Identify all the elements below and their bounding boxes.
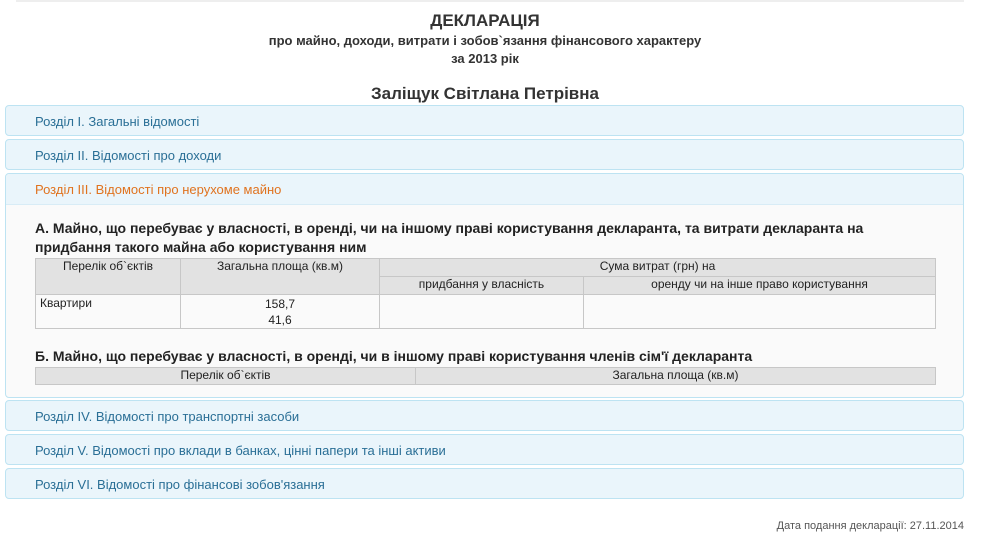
table-header-row (36, 368, 936, 385)
section-3-title[interactable]: Розділ III. Відомості про нерухоме майно (35, 182, 282, 197)
cell-area (181, 295, 380, 329)
part-a-table (35, 258, 936, 329)
area-value-1: 158,7 (264, 297, 296, 311)
cell-purchase (380, 295, 584, 329)
cell-object: Квартири (36, 295, 181, 329)
header-costs: Сума витрат (грн) на (380, 259, 936, 277)
section-3-panel (5, 173, 964, 398)
area-value-2: 41,6 (268, 313, 292, 327)
part-a-title: А. Майно, що перебуває у власності, в оренді, чи на іншому праві користування декларанта, та витрати декларанта на придбання такого майна або користування ним (35, 220, 864, 255)
top-divider (16, 0, 964, 2)
cell-rent (584, 295, 936, 329)
declaration-title: ДЕКЛАРАЦІЯ (430, 11, 540, 30)
header-area: Загальна площа (кв.м) (181, 259, 380, 295)
table-header-row (36, 259, 936, 277)
header-objects: Перелік об`єктів (36, 368, 416, 385)
section-2-panel[interactable] (5, 139, 964, 170)
header-area: Загальна площа (кв.м) (416, 368, 936, 385)
header-rent: оренду чи на інше право користування (584, 277, 936, 295)
declaration-subtitle: про майно, доходи, витрати і зобов`язання фінансового характеру (268, 33, 702, 48)
section-4-panel[interactable] (5, 400, 964, 431)
submission-date: Дата подання декларації: 27.11.2014 (776, 520, 964, 532)
section-1-panel[interactable] (5, 105, 964, 136)
table-row (36, 295, 936, 329)
section-5-panel[interactable] (5, 434, 964, 465)
section-1-title[interactable]: Розділ I. Загальні відомості (35, 114, 200, 129)
part-b-table (35, 367, 936, 385)
section-6-title[interactable]: Розділ VI. Відомості про фінансові зобов'язання (35, 477, 325, 492)
section-6-panel[interactable] (5, 468, 964, 499)
header-purchase: придбання у власність (380, 277, 584, 295)
declaration-year: за 2013 рік (451, 51, 519, 66)
section-4-title[interactable]: Розділ IV. Відомості про транспортні засоби (35, 409, 300, 424)
section-5-title[interactable]: Розділ V. Відомості про вклади в банках, цінні папери та інші активи (35, 443, 446, 458)
section-2-title[interactable]: Розділ II. Відомості про доходи (35, 148, 222, 163)
person-name: Заліщук Світлана Петрівна (371, 84, 599, 103)
part-b-title: Б. Майно, що перебуває у власності, в оренді, чи в іншому праві користування членів сім'ї декларанта (35, 348, 753, 364)
header-objects: Перелік об`єктів (36, 259, 181, 295)
